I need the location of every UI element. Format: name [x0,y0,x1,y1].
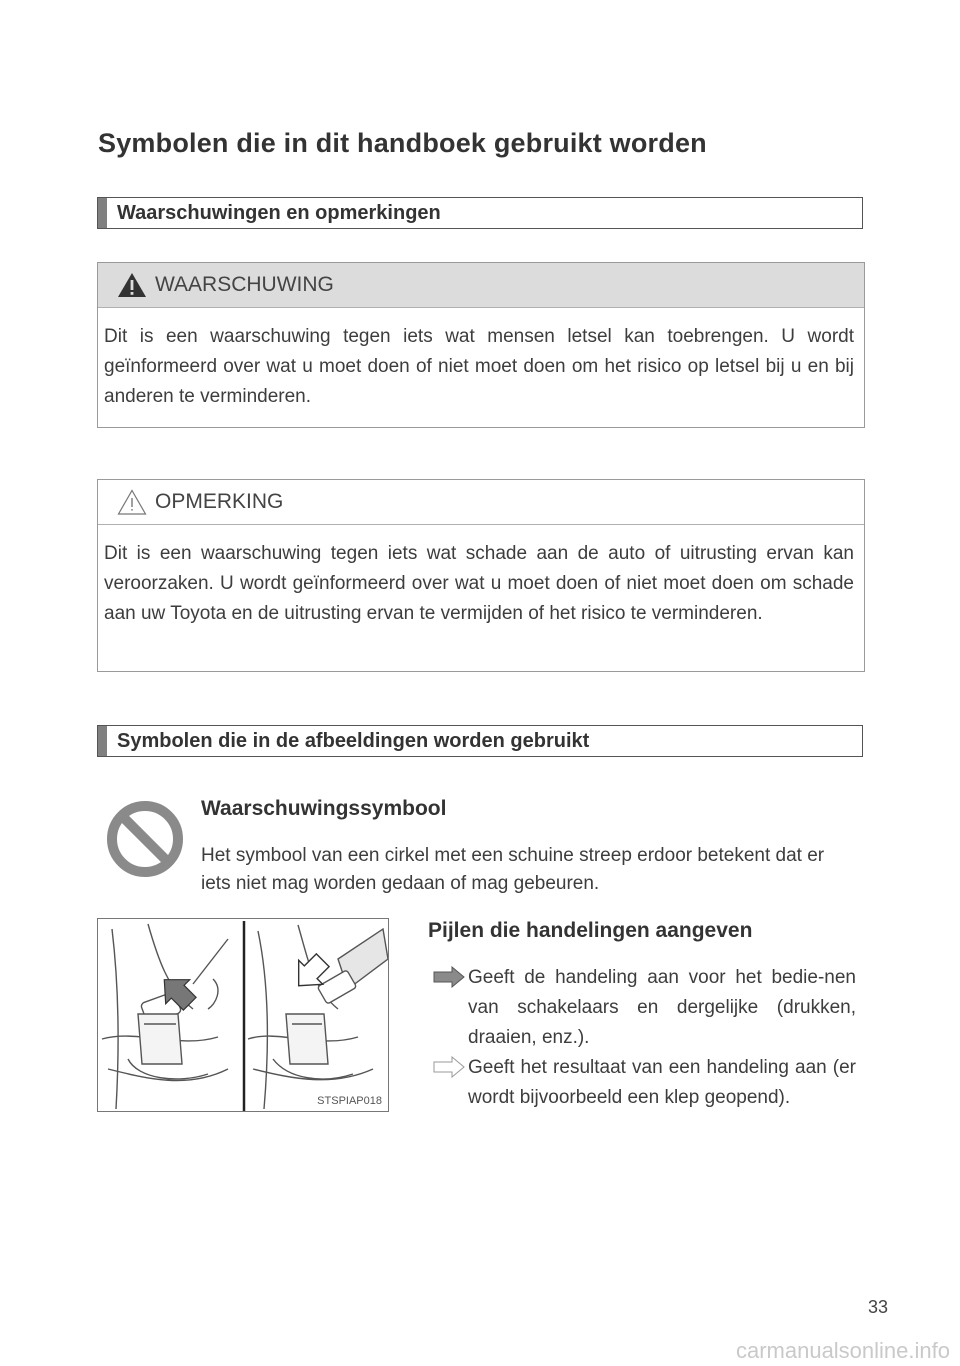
seatbelt-illustration [97,918,389,1112]
outline-arrow-icon [432,1056,466,1078]
section-header-symbols [97,725,863,757]
warning-box [97,262,865,428]
section-title: Symbolen die in de afbeeldingen worden gebruikt [117,730,590,752]
page-title: Symbolen die in dit handboek gebruikt worden [98,128,707,158]
notice-label: OPMERKING [155,490,284,513]
arrow-item-result [432,1053,856,1113]
arrow-item-operation [432,963,856,1053]
arrows-title: Pijlen die handelingen aangeven [428,919,753,942]
notice-triangle-icon [117,489,147,515]
arrow-item-text: Geeft de handeling aan voor het bedie-nen van schakelaars en dergelijke (drukken, draaien, enz.). [468,967,856,1048]
illustration-code: STSPIAP018 [317,1095,382,1107]
section-title: Waarschuwingen en opmerkingen [117,202,441,224]
warning-header [98,263,864,308]
notice-text: Dit is een waarschuwing tegen iets wat schade aan de auto of uitrusting ervan kan veroorzaken. U wordt geïnformeerd over wat u moet doen of niet moet doen om schade aan uw Toyota en de uitrusting ervan te vermijden of het risico te verminderen. [104,543,854,624]
notice-header [98,480,864,525]
section-header-warnings [97,197,863,229]
warning-symbol-title: Waarschuwingssymbool [201,797,447,820]
warning-label: WAARSCHUWING [155,273,334,296]
warning-text: Dit is een waarschuwing tegen iets wat mensen letsel kan toebrengen. U wordt geïnformeerd over wat u moet doen of niet moet doen om het risico op letsel bij u en bij anderen te verminderen. [104,326,854,407]
section-bar [98,198,107,228]
notice-box [97,479,865,672]
seatbelt-drawing [98,919,389,1112]
filled-arrow-icon [432,966,466,988]
arrow-item-text: Geeft het resultaat van een handeling aan (er wordt bijvoorbeeld een klep geopend). [468,1057,856,1108]
section-bar [98,726,107,756]
warning-triangle-icon [117,272,147,298]
watermark: carmanualsonline.info [735,1338,950,1363]
page-number: 33 [867,1297,888,1317]
prohibition-icon [106,800,184,878]
warning-symbol-text: Het symbool van een cirkel met een schuine streep erdoor betekent dat er iets niet mag worden gedaan of mag gebeuren. [201,845,825,894]
